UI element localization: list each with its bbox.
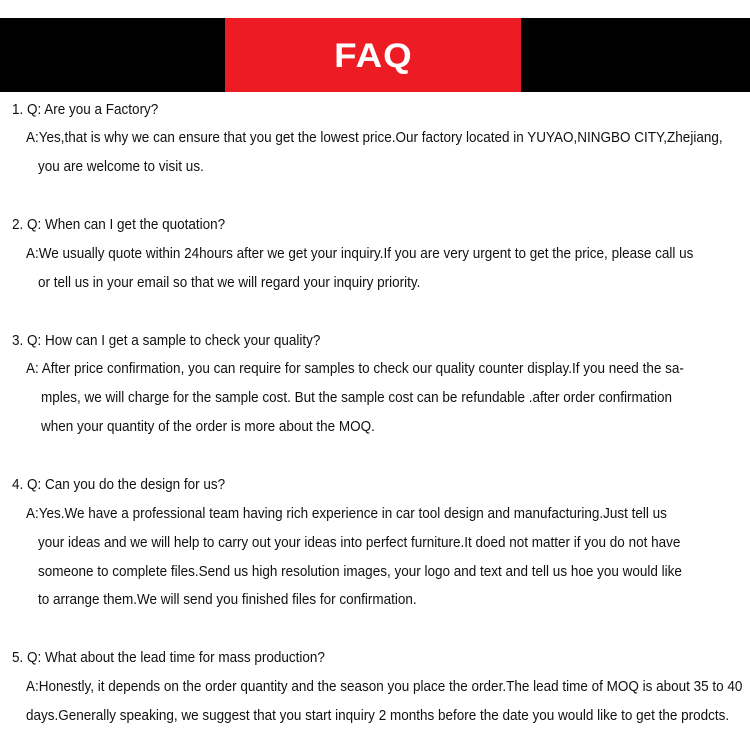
- faq-3-answer-line-3: when your quantity of the order is more about the MOQ.: [41, 418, 375, 435]
- faq-4-question: 4. Q: Can you do the design for us?: [12, 476, 226, 493]
- faq-5-answer-line-2: days.Generally speaking, we suggest that you start inquiry 2 months before the date you would like to get the prodcts.: [26, 707, 730, 724]
- faq-3-answer-line-1: A: After price confirmation, you can require for samples to check our quality counter display.If you need the sa-: [26, 360, 684, 377]
- faq-2-answer-line-1: A:We usually quote within 24hours after we get your inquiry.If you are very urgent to get the price, please call us: [26, 245, 694, 262]
- faq-5-question: 5. Q: What about the lead time for mass production?: [12, 649, 325, 666]
- header-title-box: [225, 18, 521, 92]
- faq-4-answer-line-4: to arrange them.We will send you finished files for confirmation.: [38, 591, 417, 608]
- faq-4-answer-line-3: someone to complete files.Send us high resolution images, your logo and text and tell us hoe you would like: [38, 563, 682, 580]
- faq-4-answer-line-2: your ideas and we will help to carry out your ideas into perfect furniture.It doed not matter if you do not have: [38, 534, 681, 551]
- faq-1-question: 1. Q: Are you a Factory?: [12, 101, 159, 118]
- header-band: [0, 18, 750, 92]
- faq-3-answer-line-2: mples, we will charge for the sample cost. But the sample cost can be refundable .after order confirmation: [41, 389, 673, 406]
- page-title: FAQ: [333, 36, 413, 75]
- faq-4-answer-line-1: A:Yes.We have a professional team having rich experience in car tool design and manufacturing.Just tell us: [26, 505, 667, 522]
- faq-1-answer-line-2: you are welcome to visit us.: [38, 158, 204, 175]
- faq-2-answer-line-2: or tell us in your email so that we will regard your inquiry priority.: [38, 274, 421, 291]
- faq-3-question: 3. Q: How can I get a sample to check your quality?: [12, 332, 321, 349]
- faq-2-question: 2. Q: When can I get the quotation?: [12, 216, 226, 233]
- faq-1-answer-line-1: A:Yes,that is why we can ensure that you get the lowest price.Our factory located in YUYAO,NINGBO CITY,Zhejiang,: [26, 129, 723, 146]
- faq-5-answer-line-1: A:Honestly, it depends on the order quantity and the season you place the order.The lead time of MOQ is about 35 to 40: [26, 678, 743, 695]
